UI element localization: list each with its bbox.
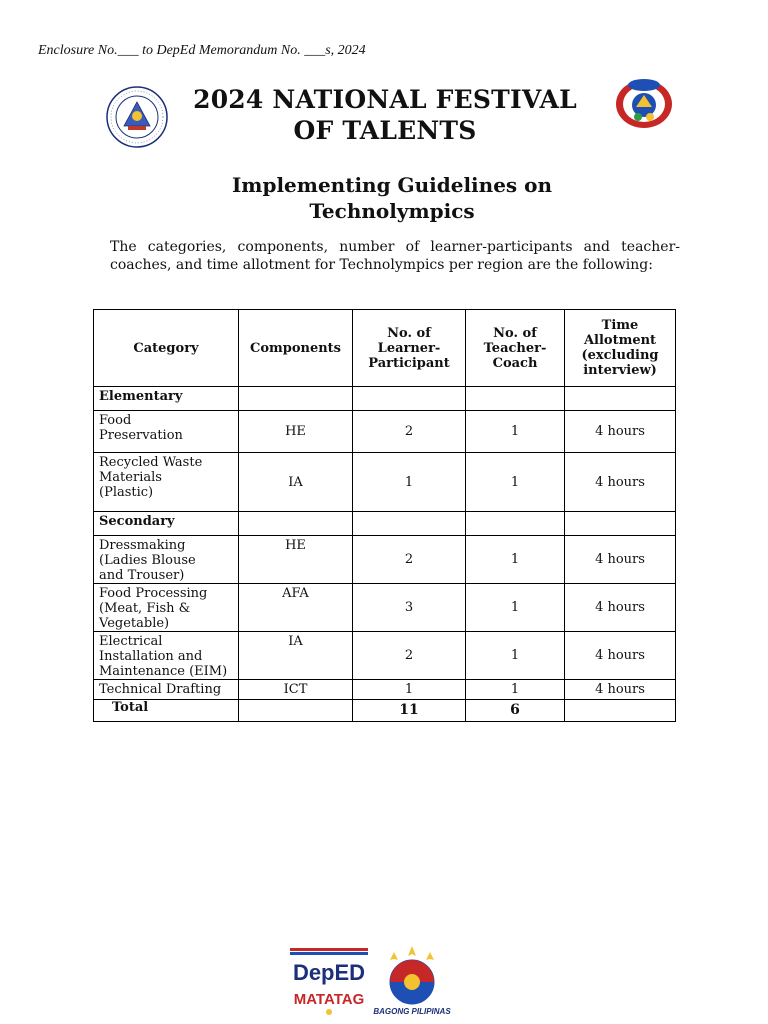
category-line: Recycled Waste bbox=[99, 455, 203, 470]
bagong-pilipinas-logo bbox=[372, 942, 452, 1016]
svg-text:MATATAG: MATATAG bbox=[293, 991, 365, 1008]
row-component: ICT bbox=[239, 680, 353, 700]
table-row bbox=[94, 584, 676, 632]
row-learners: 3 bbox=[353, 584, 466, 632]
row-category bbox=[94, 411, 239, 453]
row-coaches: 1 bbox=[466, 632, 565, 680]
page-subtitle bbox=[150, 172, 634, 224]
row-learners: 2 bbox=[353, 536, 466, 584]
page-title bbox=[170, 84, 600, 146]
empty-cell bbox=[466, 512, 565, 536]
category-line: Preservation bbox=[99, 428, 183, 443]
header-line: Time bbox=[601, 318, 639, 333]
row-coaches: 1 bbox=[466, 411, 565, 453]
row-learners: 1 bbox=[353, 453, 466, 512]
total-learners: 11 bbox=[353, 700, 466, 722]
total-label: Total bbox=[94, 700, 239, 722]
header-components: Components bbox=[239, 310, 353, 387]
header-line: interview) bbox=[583, 363, 657, 378]
row-coaches: 1 bbox=[466, 584, 565, 632]
title-line: 2024 NATIONAL FESTIVAL bbox=[193, 85, 577, 114]
row-component: HE bbox=[239, 411, 353, 453]
header-line: Coach bbox=[492, 355, 538, 371]
row-component: HE bbox=[239, 536, 353, 584]
empty-cell bbox=[239, 387, 353, 411]
table-row bbox=[94, 453, 676, 512]
table-row bbox=[94, 536, 676, 584]
row-coaches: 1 bbox=[466, 680, 565, 700]
category-line: Vegetable) bbox=[99, 616, 170, 631]
category-line: (Plastic) bbox=[99, 485, 154, 500]
subtitle-line: Technolympics bbox=[309, 199, 475, 223]
row-learners: 2 bbox=[353, 411, 466, 453]
svg-text:DepED: DepED bbox=[292, 960, 366, 985]
section-row bbox=[94, 512, 676, 536]
header-line: (excluding bbox=[581, 348, 659, 363]
section-elementary: Elementary bbox=[94, 387, 239, 411]
category-line: Dressmaking bbox=[99, 538, 186, 553]
intro-paragraph: The categories, components, number of learner-participants and teacher-coaches, and time allotment for Technolympics per region are the following: bbox=[110, 239, 680, 273]
row-time: 4 hours bbox=[565, 411, 676, 453]
table-row bbox=[94, 680, 676, 700]
category-line: (Ladies Blouse bbox=[99, 553, 196, 568]
category-line: Technical Drafting bbox=[99, 682, 222, 697]
header-category: Category bbox=[94, 310, 239, 387]
empty-cell bbox=[565, 512, 676, 536]
svg-text:BAGONG PILIPINAS: BAGONG PILIPINAS bbox=[373, 1007, 451, 1016]
enclosure-note: Enclosure No.___ to DepEd Memorandum No. ___s, 2024 bbox=[38, 43, 366, 58]
category-line: Installation and bbox=[99, 649, 203, 664]
row-component: IA bbox=[239, 453, 353, 512]
category-line: (Meat, Fish & bbox=[99, 601, 191, 616]
row-coaches: 1 bbox=[466, 453, 565, 512]
section-secondary: Secondary bbox=[94, 512, 239, 536]
table-header-row bbox=[94, 310, 676, 387]
header-learners bbox=[353, 310, 466, 387]
total-row bbox=[94, 700, 676, 722]
empty-cell bbox=[239, 512, 353, 536]
header-line: Participant bbox=[368, 355, 450, 371]
row-time: 4 hours bbox=[565, 536, 676, 584]
deped-seal-icon bbox=[106, 86, 168, 148]
header-line: Learner- bbox=[377, 340, 441, 356]
table-row bbox=[94, 632, 676, 680]
festival-of-talents-logo bbox=[614, 77, 674, 129]
table-row bbox=[94, 411, 676, 453]
header-line: Teacher- bbox=[483, 340, 547, 356]
row-component: AFA bbox=[239, 584, 353, 632]
total-coaches: 6 bbox=[466, 700, 565, 722]
subtitle-line: Implementing Guidelines on bbox=[231, 173, 553, 197]
row-time: 4 hours bbox=[565, 584, 676, 632]
row-coaches: 1 bbox=[466, 536, 565, 584]
category-line: Electrical bbox=[99, 634, 163, 649]
row-time: 4 hours bbox=[565, 453, 676, 512]
category-line: Maintenance (EIM) bbox=[99, 664, 228, 679]
header-line: No. of bbox=[387, 325, 431, 341]
row-time: 4 hours bbox=[565, 632, 676, 680]
empty-cell bbox=[565, 700, 676, 722]
empty-cell bbox=[466, 387, 565, 411]
empty-cell bbox=[565, 387, 676, 411]
header-line: No. of bbox=[493, 325, 537, 341]
section-row bbox=[94, 387, 676, 411]
header-line: Allotment bbox=[583, 333, 657, 348]
header-coaches bbox=[466, 310, 565, 387]
category-line: Materials bbox=[99, 470, 162, 485]
title-line: OF TALENTS bbox=[293, 116, 477, 145]
row-learners: 1 bbox=[353, 680, 466, 700]
row-learners: 2 bbox=[353, 632, 466, 680]
category-line: Food bbox=[99, 413, 132, 428]
row-component: IA bbox=[239, 632, 353, 680]
technolympics-table bbox=[93, 309, 676, 722]
row-category bbox=[94, 536, 239, 584]
category-line: Food Processing bbox=[99, 586, 208, 601]
row-time: 4 hours bbox=[565, 680, 676, 700]
row-category bbox=[94, 632, 239, 680]
row-category bbox=[94, 680, 239, 700]
row-category bbox=[94, 584, 239, 632]
row-category bbox=[94, 453, 239, 512]
empty-cell bbox=[353, 512, 466, 536]
category-line: and Trouser) bbox=[99, 568, 185, 583]
empty-cell bbox=[353, 387, 466, 411]
header-time bbox=[565, 310, 676, 387]
empty-cell bbox=[239, 700, 353, 722]
deped-matatag-logo bbox=[288, 944, 370, 1018]
